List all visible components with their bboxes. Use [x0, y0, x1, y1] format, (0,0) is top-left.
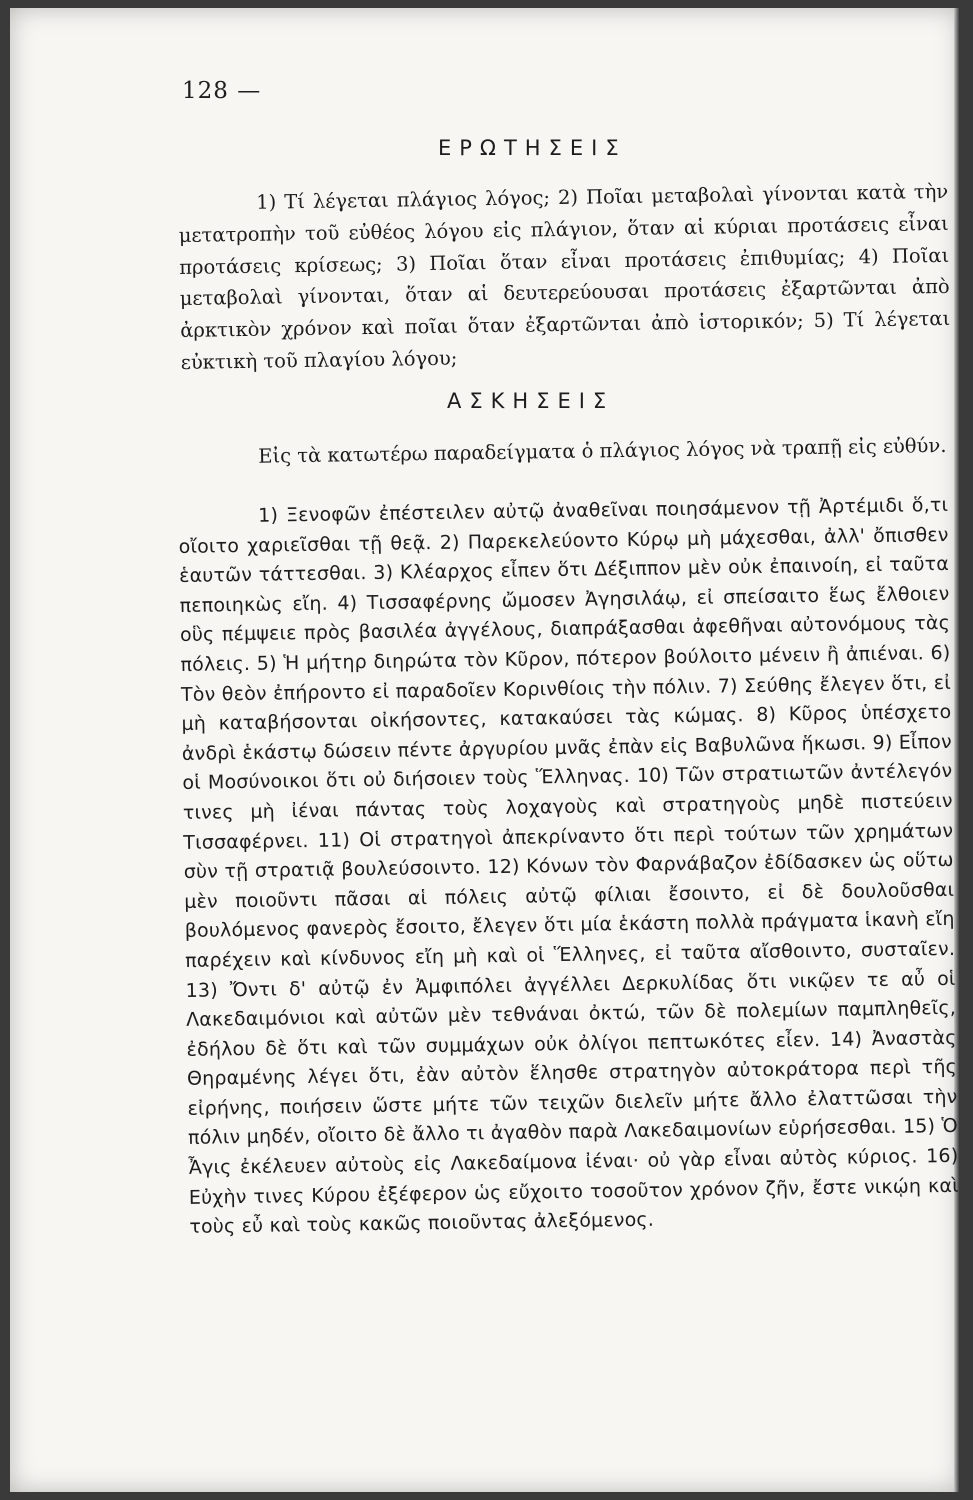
page-number: 128 — — [182, 78, 262, 104]
exercises-intro: Εἰς τὰ κατωτέρω παραδείγματα ὁ πλάγιος λόγος νὰ τραπῇ εἰς εὐθύν. — [258, 433, 947, 468]
book-page — [10, 8, 960, 1492]
page-edge-shadow — [954, 8, 960, 1492]
questions-heading: ΕΡΩΤΗΣΕΙΣ — [438, 136, 627, 160]
exercises-heading: ΑΣΚΗΣΕΙΣ — [447, 389, 615, 413]
exercises-paragraph: 1) Ξενοφῶν ἐπέστειλεν αὐτῷ ἀναθεῖναι ποιησάμενον τῇ Ἀρτέμιδι ὅ,τι οἴοιτο χαριεῖσθαι τῇ θεᾷ. 2) Παρεκελεύοντο Κύρῳ μὴ μάχεσθαι, ἀλλ' ὄπισθεν ἑαυτῶν τάττεσθαι. 3) Κλέαρχος εἶπεν ὅτι Δέξιππον μὲν οὐκ ἐπαινοίη, εἰ ταῦτα πεποιηκὼς εἴη. 4) Τισσαφέρνης ὤμοσεν Ἀγησιλάῳ, εἰ σπείσαιτο ἕως ἔλθοιεν οὓς πέμψειε πρὸς βασιλέα ἀγγέλους, διαπράξασθαι ἀφεθῆναι αὐτονόμους τὰς πόλεις. 5) Ἡ μήτηρ διηρώτα τὸν Κῦρον, πότερον βούλοιτο μένειν ἢ ἀπιέναι. 6) Τὸν θεὸν ἐπήροντο εἰ παραδοῖεν Κορινθίοις τὴν πόλιν. 7) Σεύθης ἔλεγεν ὅτι, εἰ μὴ καταβήσονται οἰκήσοντες, κατακαύσει τὰς κώμας. 8) Κῦρος ὑπέσχετο ἀνδρὶ ἑκάστῳ δώσειν πέντε ἀργυρίου μνᾶς ἐπὰν εἰς Βαβυλῶνα ἥκωσι. 9) Εἶπον οἱ Μοσύνοικοι ὅτι οὐ διήσοιεν τοὺς Ἕλληνας. 10) Τῶν στρατιωτῶν ἀντέλεγόν τινες μὴ ἰέναι πάντας τοὺς λοχαγοὺς καὶ στρατηγοὺς μηδὲ πιστεύειν Τισσαφέρνει. 11) Οἱ στρατηγοὶ ἀπεκρίναντο ὅτι περὶ τούτων τῶν χρημάτων σὺν τῇ στρατιᾷ βουλεύσοιντο. 12) Κόνων τὸν Φαρνάβαζον ἐδίδασκεν ὡς οὕτω μὲν ποιοῦντι πᾶσαι αἱ πόλεις αὐτῷ φίλιαι ἔσοιντο, εἰ δὲ δουλοῦσθαι βουλόμενος φανερὸς ἔσοιτο, ἔλεγεν ὅτι μία ἑκάστη πολλὰ πράγματα ἱκανὴ εἴη παρέχειν καὶ κίνδυνος εἴη μὴ καὶ οἱ Ἕλληνες, εἰ ταῦτα αἴσθοιντο, συσταῖεν. 13) Ὄντι δ' αὐτῷ ἐν Ἀμφιπόλει ἀγγέλλει Δερκυλίδας ὅτι νικῷεν τε αὖ οἱ Λακεδαιμόνιοι καὶ αὐτῶν μὲν τεθνάναι ὀκτώ, τῶν δὲ πολεμίων παμπληθεῖς, ἐδήλου δὲ ὅτι καὶ τῶν συμμάχων οὐκ ὀλίγοι πεπτωκότες εἶεν. 14) Ἀναστὰς Θηραμένης λέγει ὅτι, ἐὰν αὐτὸν ἕλησθε στρατηγὸν αὐτοκράτορα περὶ τῆς εἰρήνης, ποιήσειν ὥστε μήτε τῶν τειχῶν διελεῖν μήτε ἄλλο ἐλαττῶσαι τὴν πόλιν μηδέν, οἴοιτο δὲ ἄλλο τι ἀγαθὸν παρὰ Λακεδαιμονίων εὑρήσεσθαι. 15) Ὁ Ἆγις ἐκέλευεν αὐτοὺς εἰς Λακεδαίμονα ἰέναι· οὐ γὰρ εἶναι αὐτὸς κύριος. 16) Εὐχὴν τινες Κύρου ἐξέφερον ὡς εὔχοιτο τοσοῦτον χρόνον ζῆν, ἔστε νικῴη καὶ τοὺς εὖ καὶ τοὺς κακῶς ποιοῦντας ἀλεξόμενος. — [178, 493, 959, 1239]
questions-paragraph: 1) Τί λέγεται πλάγιος λόγος; 2) Ποῖαι μεταβολαὶ γίνονται κατὰ τὴν μετατροπὴν τοῦ εὐθέος λόγου εἰς πλάγιον, ὅταν αἱ κύριαι προτάσεις εἶναι προτάσεις κρίσεως; 3) Ποῖαι ὅταν εἶναι προτάσεις ἐπιθυμίας; 4) Ποῖαι μεταβολαὶ γίνονται, ὅταν αἱ δευτερεύουσαι προτάσεις ἐξαρτῶνται ἀπὸ ἀρκτικὸν χρόνον καὶ ποῖαι ὅταν ἐξαρτῶνται ἀπὸ ἱστορικόν; 5) Τί λέγεται εὐκτικὴ τοῦ πλαγίου λόγου; — [178, 179, 951, 374]
